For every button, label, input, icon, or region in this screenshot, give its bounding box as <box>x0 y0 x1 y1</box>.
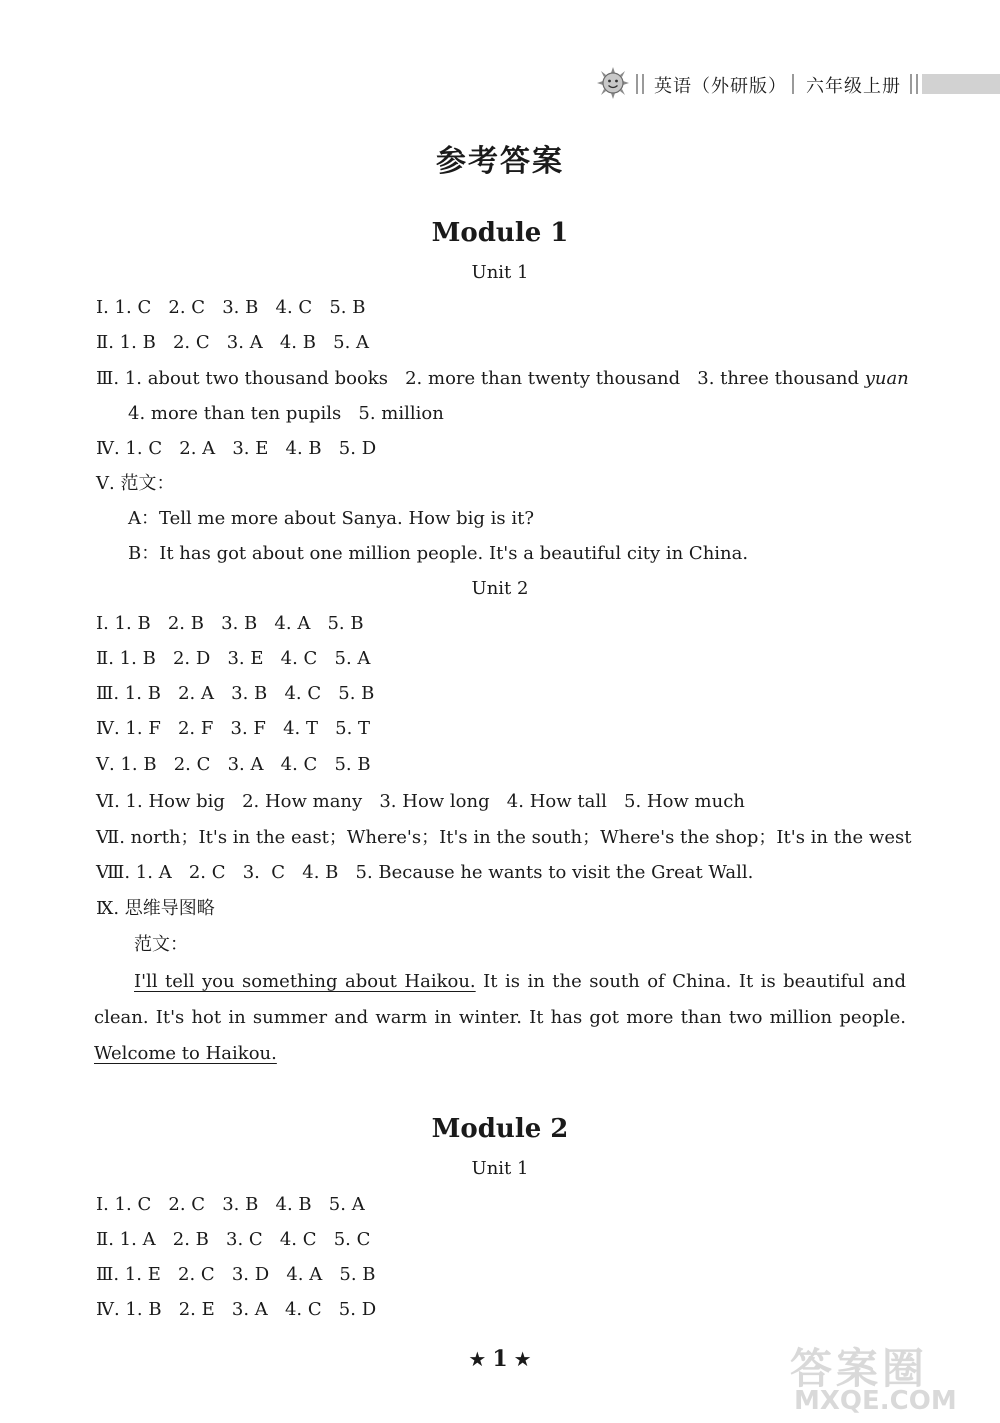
answer-line: Ⅰ. 1. C 2. C 3. B 4. B 5. A <box>96 1194 365 1215</box>
answer-line: Ⅸ. 思维导图略 <box>96 898 215 919</box>
module-heading: Module 2 <box>431 1114 569 1144</box>
answer-line: Ⅵ. 1. How big 2. How many 3. How long 4. How tall 5. How much <box>96 791 745 812</box>
italic-word: yuan <box>864 368 909 389</box>
watermark <box>790 1336 990 1416</box>
answer-line-text: Ⅲ. 1. about two thousand books 2. more than twenty thousand 3. three thousand <box>96 368 865 389</box>
answer-line: Ⅷ. 1. A 2. C 3. C 4. B 5. Because he wants to visit the Great Wall. <box>96 862 754 883</box>
essay-closing: Welcome to Haikou. <box>94 1043 277 1064</box>
header-grade: 六年级上册 <box>806 76 901 97</box>
header-separator <box>792 74 794 94</box>
answer-line: Ⅱ. 1. B 2. D 3. E 4. C 5. A <box>96 648 371 669</box>
unit-heading: Unit 1 <box>471 262 529 283</box>
dialogue-line: B：It has got about one million people. It's a beautiful city in China. <box>128 543 749 564</box>
watermark-logo-text: 答案圈 <box>790 1344 929 1393</box>
star-icon: ★ <box>468 1347 487 1371</box>
watermark-url: MXQE.COM <box>794 1386 957 1416</box>
answer-line: Ⅲ. 1. E 2. C 3. D 4. A 5. B <box>96 1264 376 1285</box>
unit-heading: Unit 2 <box>471 578 529 599</box>
header-subject: 英语（外研版） <box>654 76 787 97</box>
dialogue-line: A：Tell me more about Sanya. How big is it? <box>128 508 535 529</box>
answer-line: Ⅳ. 1. C 2. A 3. E 4. B 5. D <box>96 438 377 459</box>
essay-opening: I'll tell you something about Haikou. <box>134 971 476 992</box>
answer-line: Ⅶ. north；It's in the east；Where's；It's in the south；Where's the shop；It's in the west <box>96 827 912 848</box>
model-essay <box>94 964 906 1072</box>
answer-line: Ⅰ. 1. C 2. C 3. B 4. C 5. B <box>96 297 366 318</box>
header-divider-bars <box>910 74 918 94</box>
answer-line: Ⅳ. 1. F 2. F 3. F 4. T 5. T <box>96 718 371 739</box>
sun-mascot-icon <box>596 66 630 100</box>
answer-line <box>96 368 909 390</box>
answer-line: 范文： <box>134 934 188 955</box>
answer-line: Ⅱ. 1. A 2. B 3. C 4. C 5. C <box>96 1229 371 1250</box>
module-heading: Module 1 <box>431 218 569 248</box>
unit-heading: Unit 1 <box>471 1158 529 1179</box>
answer-line: Ⅳ. 1. B 2. E 3. A 4. C 5. D <box>96 1299 377 1320</box>
running-header <box>596 64 1000 104</box>
essay-body: It is in the south of China. It is beautiful and clean. It's hot in summer and warm in winter. It has got more than two million people. <box>94 971 906 1028</box>
answer-line: Ⅴ. 范文： <box>96 473 175 494</box>
answer-line: Ⅱ. 1. B 2. C 3. A 4. B 5. A <box>96 332 370 353</box>
answer-line: Ⅰ. 1. B 2. B 3. B 4. A 5. B <box>96 613 364 634</box>
page-title: 参考答案 <box>436 144 564 179</box>
answer-line: Ⅲ. 1. B 2. A 3. B 4. C 5. B <box>96 683 375 704</box>
answer-line: Ⅴ. 1. B 2. C 3. A 4. C 5. B <box>96 754 371 775</box>
page-number: 1 <box>492 1346 508 1372</box>
header-divider-bars <box>636 74 644 94</box>
star-icon: ★ <box>513 1347 532 1371</box>
header-gray-band <box>922 74 1000 94</box>
answer-line: 4. more than ten pupils 5. million <box>128 403 444 424</box>
